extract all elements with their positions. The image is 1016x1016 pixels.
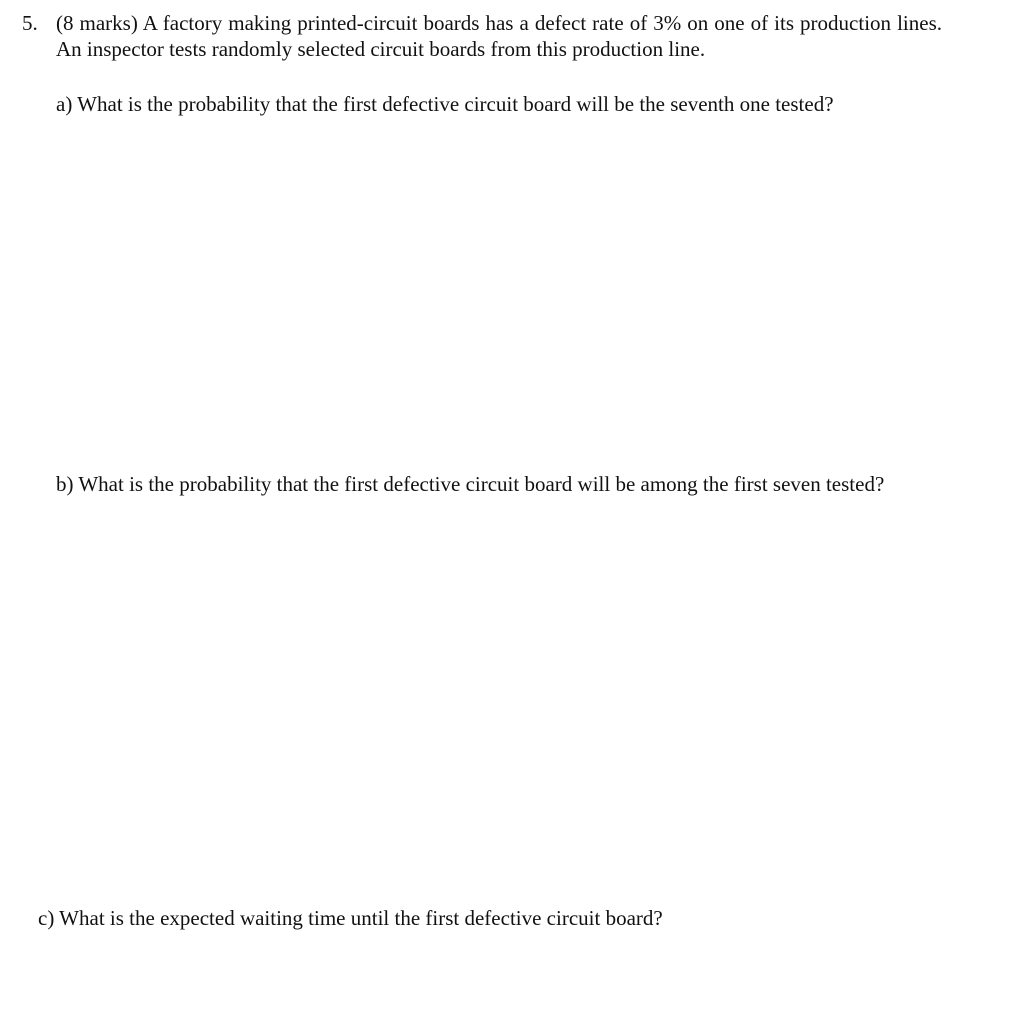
part-a-prompt: a) What is the probability that the first defective circuit board will be the seventh one tested? xyxy=(56,92,834,116)
question-intro: (8 marks) A factory making printed-circuit boards has a defect rate of 3% on one of its production lines. An inspector tests randomly selected circuit boards from this production line. xyxy=(56,11,942,61)
part-b-answer-space xyxy=(56,530,936,890)
part-c-answer-space xyxy=(56,940,936,1010)
part-c-prompt: c) What is the expected waiting time until the first defective circuit board? xyxy=(38,906,663,930)
part-a-answer-space xyxy=(56,125,936,455)
question-number: 5. xyxy=(22,11,38,35)
part-b-prompt: b) What is the probability that the first defective circuit board will be among the first seven tested? xyxy=(56,472,885,496)
